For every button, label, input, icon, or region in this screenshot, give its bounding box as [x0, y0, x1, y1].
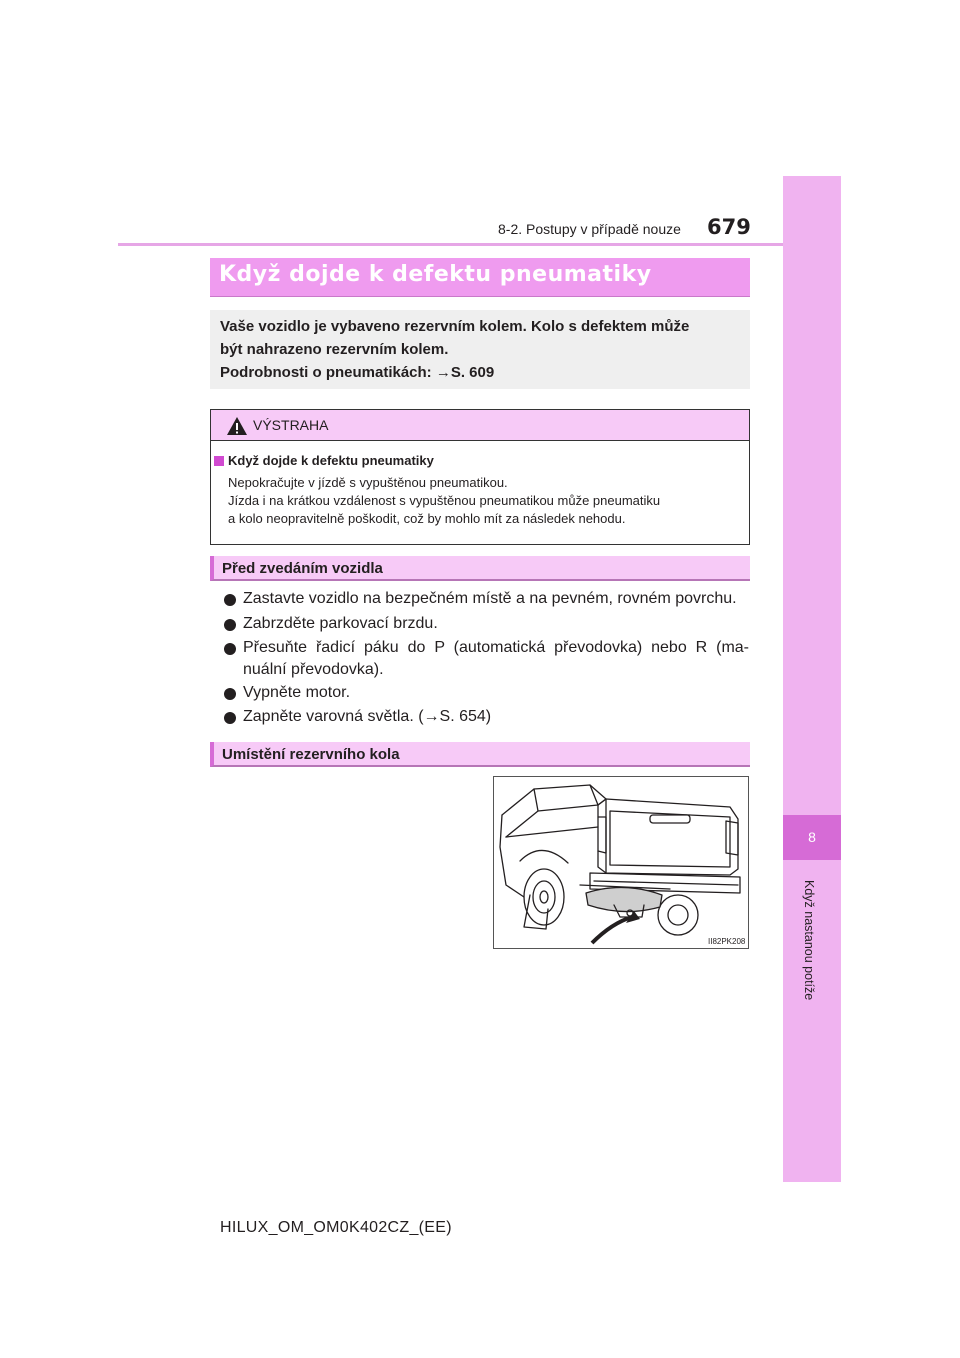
- list-item: Zapněte varovná světla. (→S. 654): [243, 708, 492, 725]
- header-rule: [118, 243, 784, 246]
- list-item: Přesuňte řadicí páku do P (automatická převodovka) nebo R (ma-: [243, 639, 749, 656]
- list-item-continuation: nuální převodovka).: [243, 661, 384, 678]
- warning-line-2: Jízda i na krátkou vzdálenost s vypuštěnou pneumatikou může pneumatiku: [228, 493, 661, 508]
- bullet-icon: [224, 643, 236, 655]
- intro-line-2: být nahrazeno rezervním kolem.: [220, 341, 449, 358]
- page-number: 679: [707, 215, 751, 239]
- warning-square-icon: [214, 456, 224, 466]
- page-title: Když dojde k defektu pneumatiky: [219, 262, 652, 287]
- list-item: Zabrzděte parkovací brzdu.: [243, 615, 438, 632]
- chapter-number: 8: [808, 829, 816, 845]
- document-footer: HILUX_OM_OM0K402CZ_(EE): [220, 1219, 452, 1236]
- warning-line-3: a kolo neopravitelně poškodit, což by mohlo mít za následek nehodu.: [228, 511, 626, 526]
- intro-line-3: Podrobnosti o pneumatikách: →S. 609: [220, 364, 495, 381]
- warning-triangle-icon: [226, 416, 248, 436]
- running-header-section: 8-2. Postupy v případě nouze: [498, 221, 681, 237]
- bullet-icon: [224, 594, 236, 606]
- pickup-truck-rear-illustration: [494, 777, 748, 948]
- list-item: Vypněte motor.: [243, 684, 351, 701]
- chapter-label: Když nastanou potíže: [802, 880, 816, 1001]
- intro-line-1: Vaše vozidlo je vybaveno rezervním kolem. Kolo s defektem může: [220, 318, 690, 335]
- warning-subtitle: Když dojde k defektu pneumatiky: [228, 453, 434, 468]
- chapter-side-tab: [783, 176, 841, 1182]
- bullet-icon: [224, 712, 236, 724]
- bullet-icon: [224, 688, 236, 700]
- spare-wheel-illustration: [493, 776, 749, 949]
- warning-title: VÝSTRAHA: [253, 417, 329, 433]
- subheading-before-lifting: Před zvedáním vozidla: [222, 560, 383, 577]
- bullet-icon: [224, 619, 236, 631]
- figure-code: II82PK208: [708, 937, 746, 946]
- subheading-spare-location: Umístění rezervního kola: [222, 746, 400, 763]
- list-item: Zastavte vozidlo na bezpečném místě a na pevném, rovném povrchu.: [243, 590, 737, 607]
- warning-line-1: Nepokračujte v jízdě s vypuštěnou pneumatikou.: [228, 475, 508, 490]
